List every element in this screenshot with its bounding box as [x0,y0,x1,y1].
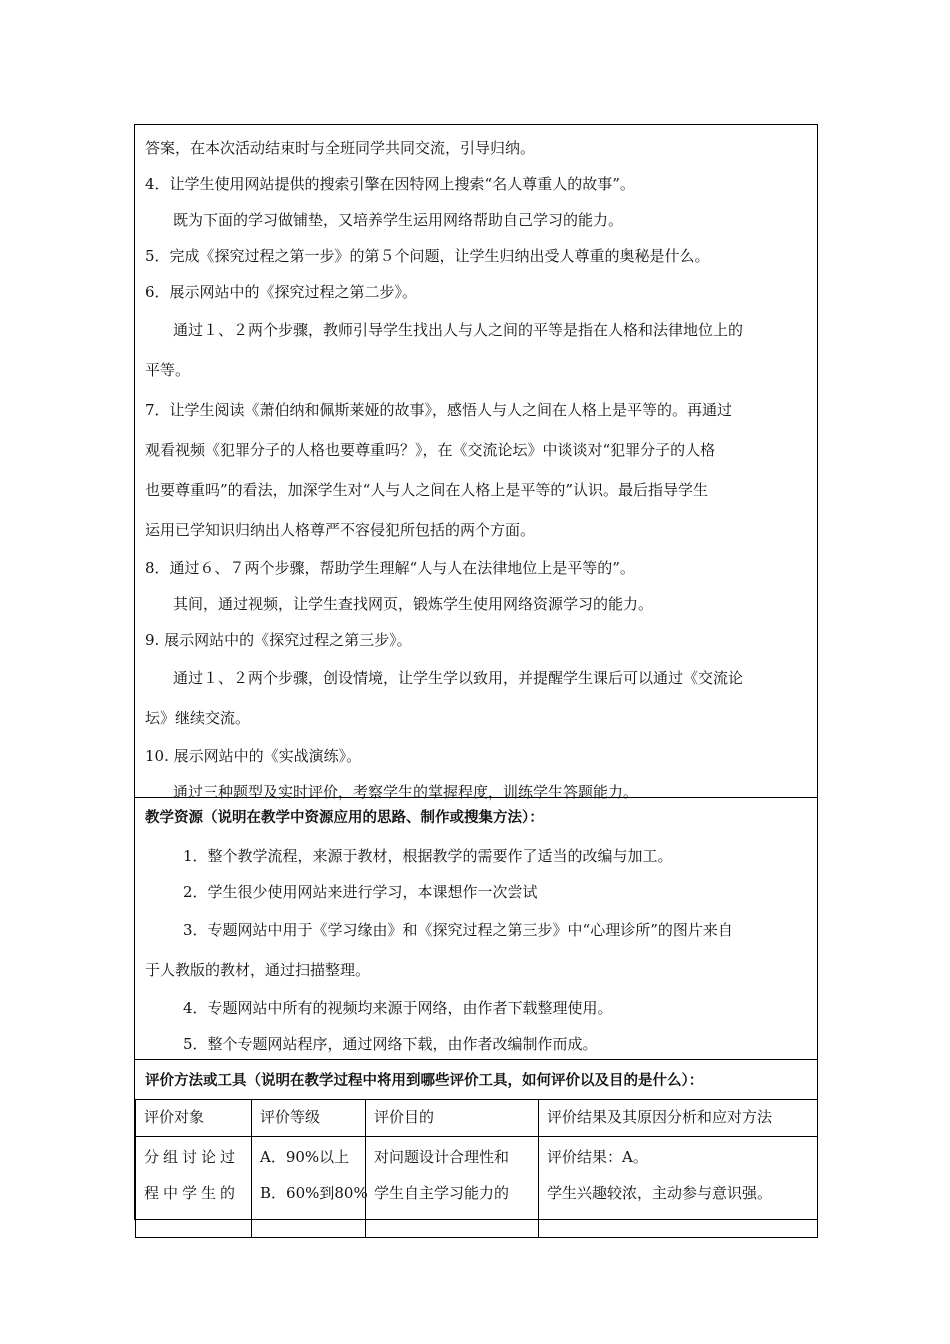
process-line: 7．让学生阅读《萧伯纳和佩斯莱娅的故事》，感悟人与人之间在人格上是平等的。再通过 [145,401,733,419]
process-line: 9. 展示网站中的《探究过程之第三步》。 [145,631,412,649]
resource-line: 1．整个教学流程，来源于教材，根据教学的需要作了适当的改编与加工。 [183,847,673,865]
resource-line: 2．学生很少使用网站来进行学习，本课想作一次尝试 [183,883,538,901]
process-line: 6．展示网站中的《探究过程之第二步》。 [145,283,418,301]
grade-cell [252,1137,366,1238]
header-cell: 评价对象 [136,1100,252,1137]
process-line: 平等。 [145,361,191,379]
object-cell [136,1137,252,1238]
process-line: 通过三种题型及实时评价，考察学生的掌握程度，训练学生答题能力。 [173,783,639,801]
teaching-process-section [135,125,817,801]
resource-line: 4．专题网站中所有的视频均来源于网络，由作者下载整理使用。 [183,999,613,1017]
lesson-plan-table [134,124,818,1220]
evaluation-row [136,1137,818,1238]
evaluation-section [135,1059,817,1099]
process-line: 答案，在本次活动结束时与全班同学共同交流，引导归纳。 [145,139,536,157]
resource-line: 3．专题网站中用于《学习缘由》和《探究过程之第三步》中“心理诊所”的图片来自 [183,921,733,939]
process-line: 也要尊重吗”的看法，加深学生对“人与人之间在人格上是平等的”认识。最后指导学生 [145,481,709,499]
process-line: 运用已学知识归纳出人格尊严不容侵犯所包括的两个方面。 [145,521,536,539]
header-cell: 评价结果及其原因分析和应对方法 [539,1100,818,1137]
evaluation-table [135,1099,818,1238]
evaluation-heading: 评价方法或工具（说明在教学过程中将用到哪些评价工具，如何评价以及目的是什么）： [145,1073,704,1089]
process-line: 既为下面的学习做铺垫，又培养学生运用网络帮助自己学习的能力。 [173,211,624,229]
process-line: 通过１、２两个步骤，创设情境，让学生学以致用，并提醒学生课后可以通过《交流论 [173,669,744,687]
result-line: 学生兴趣较浓，主动参与意识强。 [547,1184,773,1202]
result-line: 评价结果：A。 [547,1148,648,1166]
process-line: 4．让学生使用网站提供的搜索引擎在因特网上搜索“名人尊重人的故事”。 [145,175,635,193]
resource-line: 于人教版的教材，通过扫描整理。 [145,961,371,979]
purpose-line: 学生自主学习能力的 [374,1184,510,1202]
object-line: 程中学生的 [144,1184,240,1202]
process-line: 8．通过６、７两个步骤，帮助学生理解“人与人在法律地位上是平等的”。 [145,559,635,577]
evaluation-header-row [136,1100,818,1137]
process-line: 其间，通过视频，让学生查找网页，锻炼学生使用网络资源学习的能力。 [173,595,654,613]
process-line: 通过１、２两个步骤，教师引导学生找出人与人之间的平等是指在人格和法律地位上的 [173,321,744,339]
process-line: 坛》继续交流。 [145,709,251,727]
header-cell: 评价目的 [366,1100,539,1137]
grade-line: A．90%以上 [260,1148,350,1166]
process-line: 5．完成《探究过程之第一步》的第５个问题，让学生归纳出受人尊重的奥秘是什么。 [145,247,710,265]
header-cell: 评价等级 [252,1100,366,1137]
process-line: 观看视频《犯罪分子的人格也要尊重吗？》，在《交流论坛》中谈谈对“犯罪分子的人格 [145,441,716,459]
teaching-resources-section [135,797,817,1059]
grade-line: B．60%到80% [260,1184,368,1202]
process-line: 10. 展示网站中的《实战演练》。 [145,747,362,765]
purpose-line: 对问题设计合理性和 [374,1148,510,1166]
object-line: 分组讨论过 [144,1148,240,1166]
purpose-cell [366,1137,539,1238]
resources-heading: 教学资源（说明在教学中资源应用的思路、制作或搜集方法）： [145,810,544,826]
resource-line: 5．整个专题网站程序，通过网络下载，由作者改编制作而成。 [183,1035,598,1053]
result-cell [539,1137,818,1238]
